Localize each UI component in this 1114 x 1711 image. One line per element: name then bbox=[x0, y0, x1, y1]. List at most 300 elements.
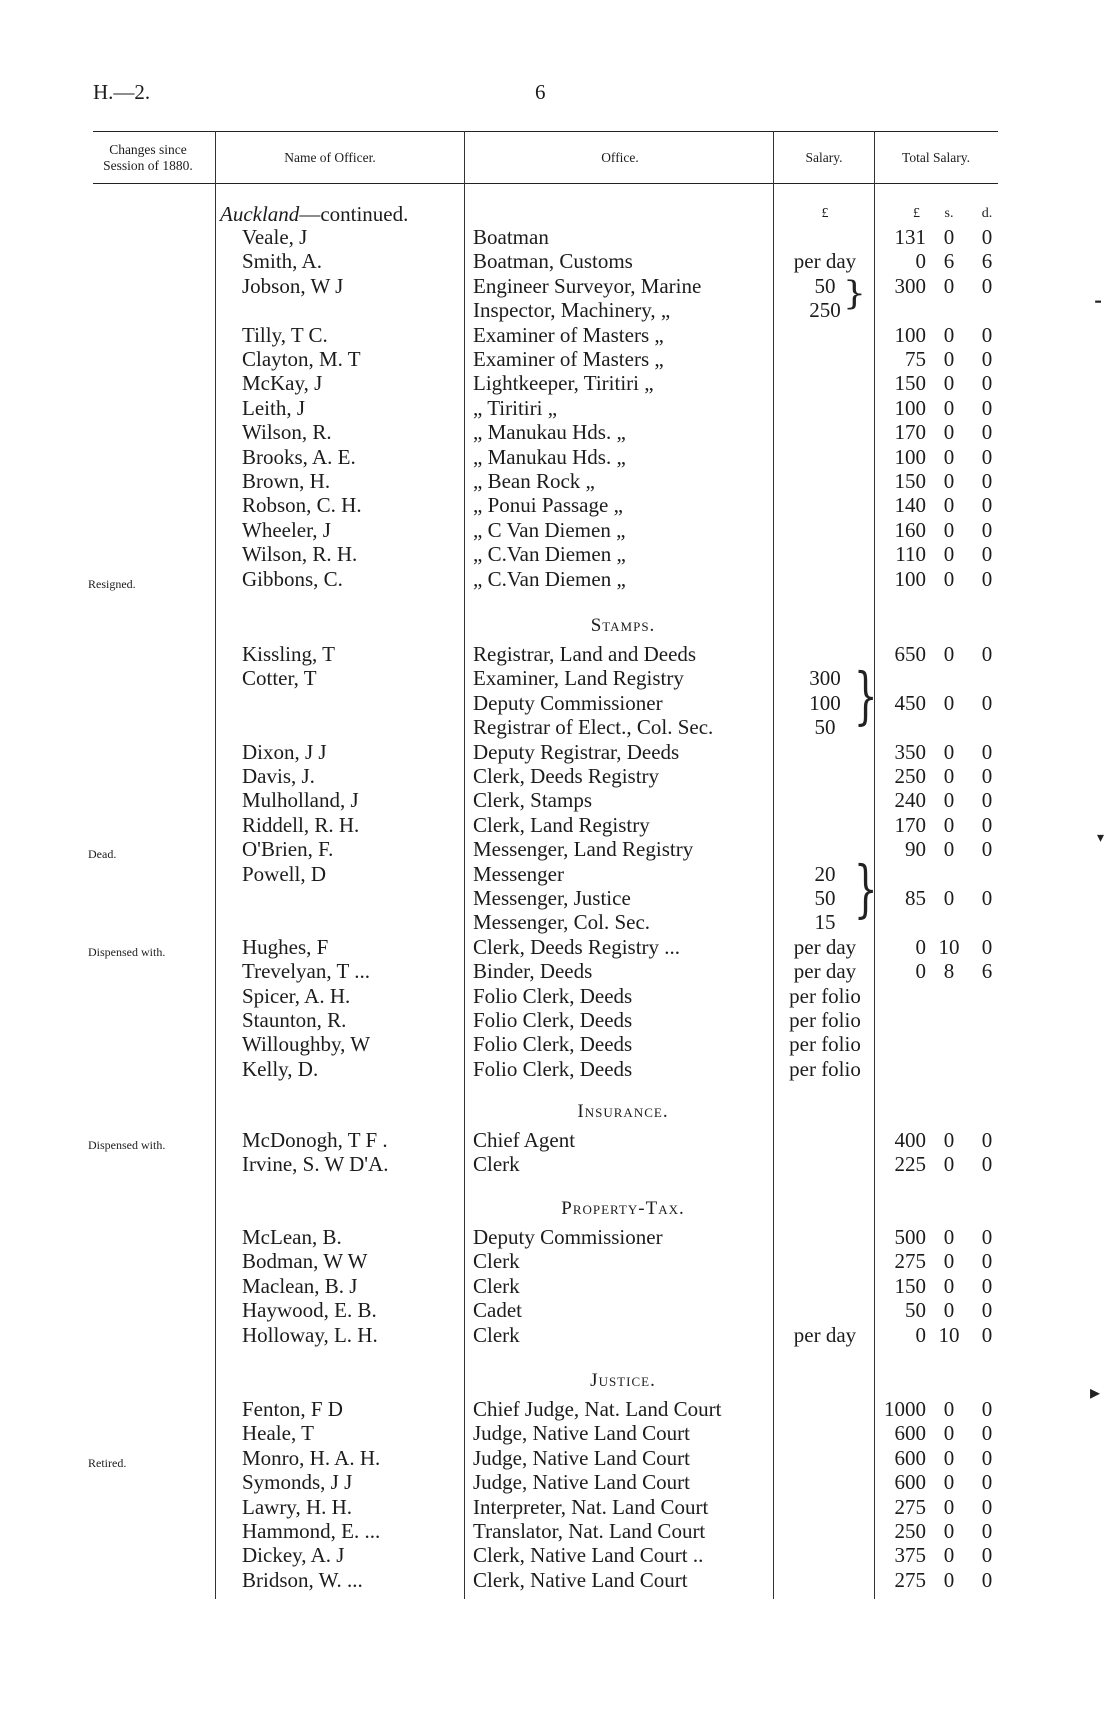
office-title: Messenger, Justice bbox=[473, 886, 631, 910]
total-pence: 6 bbox=[981, 249, 993, 274]
total-shillings: 0 bbox=[943, 1494, 955, 1519]
total-pounds: 250 bbox=[894, 1519, 926, 1543]
table-row bbox=[0, 1568, 1114, 1592]
office-title: Judge, Native Land Court bbox=[473, 1470, 690, 1495]
salary-value: per folio bbox=[789, 983, 861, 1008]
office-title: Messenger, Col. Sec. bbox=[473, 910, 651, 935]
total-shillings: 0 bbox=[943, 566, 955, 591]
salary-value: per day bbox=[793, 249, 857, 274]
officer-name: Wilson, R. bbox=[242, 420, 332, 445]
office-title: „ Bean Rock „ bbox=[473, 469, 595, 493]
total-shillings: 0 bbox=[943, 444, 955, 469]
total-pence: 0 bbox=[981, 347, 993, 371]
region-place: Auckland bbox=[220, 202, 300, 226]
total-pence: 0 bbox=[981, 764, 993, 788]
total-pounds: 50 bbox=[905, 1298, 926, 1323]
total-pounds: 170 bbox=[894, 420, 926, 445]
officer-name: Heale, T bbox=[242, 1421, 314, 1446]
total-pounds: 170 bbox=[894, 812, 926, 837]
office-title: „ C Van Diemen „ bbox=[473, 517, 626, 542]
column-header-name: Name of Officer. bbox=[284, 150, 376, 165]
salary-value: per folio bbox=[789, 1008, 861, 1032]
total-pence: 0 bbox=[981, 322, 993, 347]
officer-name: Haywood, E. B. bbox=[242, 1298, 377, 1323]
table-row bbox=[0, 518, 1114, 542]
table-row bbox=[0, 493, 1114, 517]
table-row bbox=[0, 984, 1114, 1008]
brace-jobson: } bbox=[843, 275, 866, 312]
total-pounds: 400 bbox=[894, 1128, 926, 1152]
officer-name: O'Brien, F. bbox=[242, 837, 334, 862]
pence-head: d. bbox=[981, 206, 993, 221]
officer-name: Brown, H. bbox=[242, 469, 331, 493]
officer-name: Lawry, H. H. bbox=[242, 1494, 353, 1519]
total-shillings: 0 bbox=[943, 1470, 955, 1495]
office-title: Boatman, Customs bbox=[473, 249, 633, 274]
shillings-head: s. bbox=[944, 206, 954, 221]
table-row bbox=[0, 935, 1114, 959]
office-title: Clerk bbox=[473, 1273, 520, 1298]
officer-name: Smith, A. bbox=[242, 249, 322, 274]
total-pounds: 500 bbox=[894, 1225, 926, 1249]
total-pounds: 100 bbox=[894, 322, 926, 347]
officer-name: Holloway, L. H. bbox=[242, 1322, 378, 1347]
officer-name: McDonogh, T F . bbox=[242, 1128, 388, 1152]
total-shillings: 0 bbox=[943, 1128, 955, 1152]
brace-cotter: } bbox=[853, 659, 878, 732]
total-pence: 0 bbox=[981, 812, 993, 837]
salary-value: 300 bbox=[809, 666, 841, 691]
table-row bbox=[0, 1298, 1114, 1322]
salary-value: per folio bbox=[789, 1032, 861, 1057]
table-row bbox=[0, 1008, 1114, 1032]
table-row bbox=[0, 347, 1114, 371]
section-heading-insurance: Insurance. bbox=[577, 1101, 669, 1122]
office-title: Messenger bbox=[473, 861, 564, 886]
total-pence: 0 bbox=[981, 1421, 993, 1446]
total-shillings: 0 bbox=[943, 1225, 955, 1249]
total-pence: 0 bbox=[981, 542, 993, 567]
office-title: Clerk, Land Registry bbox=[473, 812, 650, 837]
officer-name: Cotter, T bbox=[242, 666, 317, 691]
officer-name: Bridson, W. ... bbox=[242, 1567, 363, 1592]
region-heading bbox=[220, 202, 408, 227]
salary-value: 250 bbox=[809, 298, 841, 323]
table-row bbox=[0, 1323, 1114, 1347]
total-pence: 0 bbox=[981, 1225, 993, 1249]
total-shillings: 0 bbox=[943, 273, 955, 298]
officer-name: Tilly, T C. bbox=[242, 322, 328, 347]
officer-name: Powell, D bbox=[242, 861, 326, 886]
table-row bbox=[0, 1225, 1114, 1249]
total-pounds: 160 bbox=[894, 517, 926, 542]
margin-mark-3: ▸ bbox=[1090, 1382, 1101, 1404]
total-shillings: 0 bbox=[943, 225, 955, 249]
total-pence: 0 bbox=[981, 566, 993, 591]
column-header-changes: Changes since Session of 1880. bbox=[103, 142, 193, 173]
office-title: Folio Clerk, Deeds bbox=[473, 1008, 633, 1032]
table-row bbox=[0, 298, 1114, 322]
salary-value: 50 bbox=[814, 273, 836, 298]
office-title: „ C.Van Diemen „ bbox=[473, 566, 626, 591]
officer-name: Robson, C. H. bbox=[242, 493, 362, 518]
total-pounds: 275 bbox=[894, 1567, 926, 1592]
officer-name: Maclean, B. J bbox=[242, 1273, 358, 1298]
office-title: „ C.Van Diemen „ bbox=[473, 542, 626, 567]
total-pounds: 600 bbox=[894, 1470, 926, 1495]
officer-name: Hughes, F bbox=[242, 934, 329, 959]
officer-name: Davis, J. bbox=[242, 764, 315, 788]
total-shillings: 0 bbox=[943, 1273, 955, 1298]
total-shillings: 0 bbox=[943, 420, 955, 445]
office-title: Translator, Nat. Land Court bbox=[473, 1519, 706, 1543]
table-row bbox=[0, 1495, 1114, 1519]
office-title: Examiner of Masters „ bbox=[473, 347, 664, 371]
office-title: Inspector, Machinery, „ bbox=[473, 298, 671, 323]
table-row bbox=[0, 1397, 1114, 1421]
office-title: Clerk, Native Land Court .. bbox=[473, 1543, 704, 1568]
officer-name: McKay, J bbox=[242, 371, 323, 396]
officer-name: Riddell, R. H. bbox=[242, 812, 360, 837]
table-row bbox=[0, 1519, 1114, 1543]
table-row bbox=[0, 274, 1114, 298]
total-shillings: 0 bbox=[943, 812, 955, 837]
total-pence: 0 bbox=[981, 493, 993, 518]
total-pounds: 150 bbox=[894, 1273, 926, 1298]
column-header-office: Office. bbox=[601, 150, 639, 165]
officer-name: Kelly, D. bbox=[242, 1056, 319, 1081]
table-row bbox=[0, 715, 1114, 739]
total-shillings: 0 bbox=[943, 1519, 955, 1543]
total-pounds: 600 bbox=[894, 1445, 926, 1470]
total-shillings: 0 bbox=[943, 1421, 955, 1446]
region-suffix: —continued. bbox=[299, 202, 409, 226]
total-shillings: 0 bbox=[943, 517, 955, 542]
table-row bbox=[0, 249, 1114, 273]
table-row bbox=[0, 542, 1114, 566]
salary-value: per day bbox=[793, 959, 857, 984]
table-row bbox=[0, 1274, 1114, 1298]
table-row bbox=[0, 225, 1114, 249]
header-top-rule bbox=[93, 131, 998, 132]
total-shillings: 0 bbox=[943, 1543, 955, 1568]
salary-value: 20 bbox=[814, 861, 836, 886]
total-pounds: 1000 bbox=[884, 1397, 926, 1421]
total-pence: 0 bbox=[981, 1273, 993, 1298]
office-title: Folio Clerk, Deeds bbox=[473, 1032, 633, 1057]
table-row bbox=[0, 1249, 1114, 1273]
remark-note: Dead. bbox=[88, 847, 117, 862]
table-row bbox=[0, 1032, 1114, 1056]
total-pounds: 375 bbox=[894, 1543, 926, 1568]
office-title: Registrar of Elect., Col. Sec. bbox=[473, 715, 714, 740]
officer-name: Kissling, T bbox=[242, 642, 335, 666]
office-title: Chief Judge, Nat. Land Court bbox=[473, 1397, 722, 1421]
total-pence: 0 bbox=[981, 642, 993, 666]
total-pence: 0 bbox=[981, 739, 993, 764]
total-pounds: 650 bbox=[894, 642, 926, 666]
officer-name: Hammond, E. ... bbox=[242, 1519, 381, 1543]
officer-name: Symonds, J J bbox=[242, 1470, 353, 1495]
total-pence: 0 bbox=[981, 1298, 993, 1323]
officer-name: Staunton, R. bbox=[242, 1008, 347, 1032]
pounds-head: £ bbox=[913, 206, 920, 221]
table-row bbox=[0, 837, 1114, 861]
total-shillings: 0 bbox=[943, 469, 955, 493]
total-pence: 0 bbox=[981, 1519, 993, 1543]
total-pounds: 75 bbox=[905, 347, 926, 371]
office-title: Deputy Registrar, Deeds bbox=[473, 739, 680, 764]
total-pence: 0 bbox=[981, 517, 993, 542]
margin-mark-1: ⁃ bbox=[1093, 292, 1103, 314]
table-row bbox=[0, 1057, 1114, 1081]
table-row bbox=[0, 396, 1114, 420]
total-pounds: 275 bbox=[894, 1249, 926, 1274]
total-pence: 0 bbox=[981, 1128, 993, 1152]
office-title: Deputy Commissioner bbox=[473, 1225, 663, 1249]
total-shillings: 0 bbox=[943, 493, 955, 518]
total-pence: 0 bbox=[981, 444, 993, 469]
office-title: Binder, Deeds bbox=[473, 959, 593, 984]
table-row bbox=[0, 959, 1114, 983]
officer-name: Gibbons, C. bbox=[242, 566, 343, 591]
total-pounds: 140 bbox=[894, 493, 926, 518]
office-title: Registrar, Land and Deeds bbox=[473, 642, 697, 666]
total-shillings: 0 bbox=[943, 1249, 955, 1274]
total-pounds: 225 bbox=[894, 1152, 926, 1177]
total-shillings: 0 bbox=[943, 1298, 955, 1323]
officer-name: Dixon, J J bbox=[242, 739, 327, 764]
table-row bbox=[0, 764, 1114, 788]
office-title: „ Manukau Hds. „ bbox=[473, 444, 626, 469]
total-shillings: 0 bbox=[943, 542, 955, 567]
total-pounds: 0 bbox=[915, 249, 926, 274]
total-shillings: 0 bbox=[943, 764, 955, 788]
total-pence: 0 bbox=[981, 395, 993, 420]
office-title: Clerk, Native Land Court bbox=[473, 1567, 688, 1592]
total-pence: 0 bbox=[981, 1470, 993, 1495]
total-pence: 0 bbox=[981, 1152, 993, 1177]
officer-name: McLean, B. bbox=[242, 1225, 342, 1249]
remark-note: Retired. bbox=[88, 1455, 127, 1470]
officer-name: Spicer, A. H. bbox=[242, 983, 351, 1008]
total-pounds: 300 bbox=[894, 273, 926, 298]
table-row bbox=[0, 1128, 1114, 1152]
office-title: Clerk, Stamps bbox=[473, 788, 592, 813]
total-pounds: 100 bbox=[894, 395, 926, 420]
salary-currency-head: £ bbox=[821, 206, 829, 221]
salary-value: per folio bbox=[789, 1056, 861, 1081]
table-row bbox=[0, 1543, 1114, 1567]
total-pence: 0 bbox=[981, 1543, 993, 1568]
total-shillings: 0 bbox=[943, 1445, 955, 1470]
office-title: Clerk, Deeds Registry bbox=[473, 764, 660, 788]
total-pence: 0 bbox=[981, 420, 993, 445]
total-pounds: 110 bbox=[895, 542, 926, 567]
column-header-total: Total Salary. bbox=[902, 150, 970, 165]
total-shillings: 0 bbox=[943, 837, 955, 862]
table-row bbox=[0, 1470, 1114, 1494]
total-pounds: 350 bbox=[894, 739, 926, 764]
total-pounds: 150 bbox=[894, 371, 926, 396]
table-row bbox=[0, 642, 1114, 666]
total-pence: 0 bbox=[981, 469, 993, 493]
office-title: Interpreter, Nat. Land Court bbox=[473, 1494, 709, 1519]
total-pence: 6 bbox=[981, 959, 993, 984]
office-title: Judge, Native Land Court bbox=[473, 1445, 690, 1470]
salary-value: per day bbox=[793, 934, 857, 959]
total-pence: 0 bbox=[981, 788, 993, 813]
table-row bbox=[0, 1421, 1114, 1445]
table-row bbox=[0, 567, 1114, 591]
office-title: Examiner of Masters „ bbox=[473, 322, 664, 347]
total-pence: 0 bbox=[981, 225, 993, 249]
office-title: „ Manukau Hds. „ bbox=[473, 420, 626, 445]
total-pounds: 100 bbox=[894, 444, 926, 469]
total-pounds: 0 bbox=[915, 1322, 926, 1347]
total-pence: 0 bbox=[981, 1322, 993, 1347]
total-pence: 0 bbox=[981, 1494, 993, 1519]
officer-name: Irvine, S. W D'A. bbox=[242, 1152, 389, 1177]
salary-value: per day bbox=[793, 1322, 857, 1347]
office-title: Deputy Commissioner bbox=[473, 690, 663, 715]
total-pounds: 250 bbox=[894, 764, 926, 788]
brace-powell: } bbox=[853, 852, 878, 925]
officer-name: Dickey, A. J bbox=[242, 1543, 345, 1568]
margin-mark-2: ▾ bbox=[1097, 831, 1105, 846]
total-pence: 0 bbox=[981, 886, 993, 910]
total-shillings: 0 bbox=[943, 322, 955, 347]
total-shillings: 0 bbox=[943, 739, 955, 764]
remark-note: Dispensed with. bbox=[88, 944, 166, 959]
office-title: Cadet bbox=[473, 1298, 522, 1323]
total-shillings: 0 bbox=[943, 642, 955, 666]
total-shillings: 0 bbox=[943, 1397, 955, 1421]
total-shillings: 0 bbox=[943, 788, 955, 813]
officer-name: Wheeler, J bbox=[242, 517, 331, 542]
office-title: Clerk bbox=[473, 1152, 520, 1177]
salary-value: 50 bbox=[814, 715, 836, 740]
table-row bbox=[0, 323, 1114, 347]
office-title: Boatman bbox=[473, 225, 549, 249]
total-shillings: 0 bbox=[943, 1152, 955, 1177]
total-shillings: 0 bbox=[943, 371, 955, 396]
office-title: Lightkeeper, Tiritiri „ bbox=[473, 371, 654, 396]
total-pounds: 90 bbox=[905, 837, 926, 862]
section-heading-property-tax: Property-Tax. bbox=[561, 1198, 685, 1219]
total-shillings: 8 bbox=[943, 959, 955, 984]
officer-name: Veale, J bbox=[242, 225, 308, 249]
office-title: Examiner, Land Registry bbox=[473, 666, 684, 691]
office-title: Chief Agent bbox=[473, 1128, 576, 1152]
officer-name: Clayton, M. T bbox=[242, 347, 361, 371]
office-title: „ Tiritiri „ bbox=[473, 395, 558, 420]
officer-name: Brooks, A. E. bbox=[242, 444, 356, 469]
salary-value: 100 bbox=[809, 690, 841, 715]
section-heading-stamps: Stamps. bbox=[590, 615, 656, 636]
table-row bbox=[0, 1152, 1114, 1176]
total-shillings: 10 bbox=[938, 1322, 960, 1347]
total-pence: 0 bbox=[981, 934, 993, 959]
table-row bbox=[0, 813, 1114, 837]
officer-name: Monro, H. A. H. bbox=[242, 1445, 381, 1470]
total-pence: 0 bbox=[981, 690, 993, 715]
total-pence: 0 bbox=[981, 371, 993, 396]
table-row bbox=[0, 910, 1114, 934]
total-pounds: 450 bbox=[894, 690, 926, 715]
table-row bbox=[0, 691, 1114, 715]
office-title: Folio Clerk, Deeds bbox=[473, 983, 633, 1008]
total-pounds: 0 bbox=[915, 959, 926, 984]
table-row bbox=[0, 420, 1114, 444]
total-pence: 0 bbox=[981, 1567, 993, 1592]
officer-name: Jobson, W J bbox=[242, 273, 344, 298]
table-row bbox=[0, 469, 1114, 493]
total-pounds: 100 bbox=[894, 566, 926, 591]
total-pounds: 131 bbox=[894, 225, 926, 249]
page-number: 6 bbox=[535, 80, 546, 104]
office-title: Clerk, Deeds Registry ... bbox=[473, 934, 681, 959]
officer-name: Leith, J bbox=[242, 395, 305, 420]
remark-note: Resigned. bbox=[88, 576, 136, 591]
document-reference: H.—2. bbox=[93, 80, 151, 104]
total-shillings: 0 bbox=[943, 1567, 955, 1592]
office-title: Engineer Surveyor, Marine bbox=[473, 273, 702, 298]
table-row bbox=[0, 740, 1114, 764]
officer-name: Willoughby, W bbox=[242, 1032, 371, 1057]
table-row bbox=[0, 1446, 1114, 1470]
total-pounds: 0 bbox=[915, 934, 926, 959]
office-title: Messenger, Land Registry bbox=[473, 837, 694, 862]
officer-name: Mulholland, J bbox=[242, 788, 359, 813]
office-title: Clerk bbox=[473, 1322, 520, 1347]
office-title: „ Ponui Passage „ bbox=[473, 493, 623, 518]
total-shillings: 0 bbox=[943, 347, 955, 371]
total-pence: 0 bbox=[981, 837, 993, 862]
table-row bbox=[0, 371, 1114, 395]
total-shillings: 0 bbox=[943, 395, 955, 420]
officer-name: Fenton, F D bbox=[242, 1397, 343, 1421]
officer-name: Bodman, W W bbox=[242, 1249, 368, 1274]
total-shillings: 6 bbox=[943, 249, 955, 274]
total-shillings: 0 bbox=[943, 690, 955, 715]
total-pounds: 275 bbox=[894, 1494, 926, 1519]
total-pounds: 150 bbox=[894, 469, 926, 493]
office-title: Judge, Native Land Court bbox=[473, 1421, 690, 1446]
total-pounds: 85 bbox=[905, 886, 926, 910]
section-heading-justice: Justice. bbox=[590, 1370, 656, 1391]
office-title: Clerk bbox=[473, 1249, 520, 1274]
salary-value: 15 bbox=[814, 910, 836, 935]
total-pence: 0 bbox=[981, 1397, 993, 1421]
column-header-salary: Salary. bbox=[805, 150, 843, 165]
header-bottom-rule bbox=[93, 183, 998, 184]
table-row bbox=[0, 862, 1114, 886]
salary-value: 50 bbox=[814, 886, 836, 910]
table-row bbox=[0, 445, 1114, 469]
total-shillings: 10 bbox=[938, 934, 960, 959]
office-title: Folio Clerk, Deeds bbox=[473, 1056, 633, 1081]
remark-note: Dispensed with. bbox=[88, 1138, 166, 1152]
table-row bbox=[0, 886, 1114, 910]
total-pence: 0 bbox=[981, 273, 993, 298]
officer-name: Trevelyan, T ... bbox=[242, 959, 370, 984]
total-pounds: 240 bbox=[894, 788, 926, 813]
total-shillings: 0 bbox=[943, 886, 955, 910]
table-row bbox=[0, 666, 1114, 690]
total-pence: 0 bbox=[981, 1445, 993, 1470]
officer-name: Wilson, R. H. bbox=[242, 542, 358, 567]
